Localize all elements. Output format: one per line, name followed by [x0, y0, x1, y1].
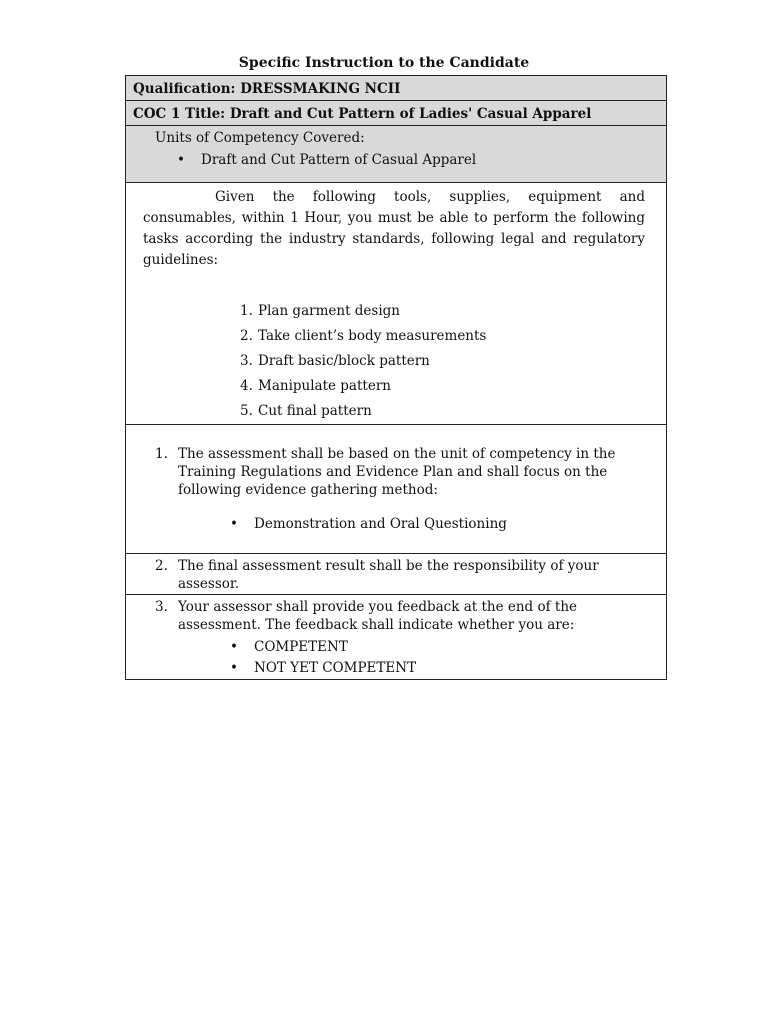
bullet-icon: • [230, 516, 238, 532]
assessment-item [126, 425, 666, 533]
item-number: 2. [155, 558, 168, 574]
units-label: Units of Competency Covered: [155, 130, 365, 146]
item-number: 1. [155, 446, 168, 462]
bullet-icon: • [230, 660, 238, 676]
tasks-row [126, 183, 667, 425]
assessment-row-2 [126, 554, 667, 595]
result-list-item: • NOT YET COMPETENT [230, 658, 652, 679]
task-list [126, 299, 666, 424]
intro-first-word: Given [215, 189, 255, 205]
task-item: 2. Take client’s body measurements [240, 328, 487, 344]
document-title: Specific Instruction to the Candidate [238, 55, 530, 71]
unit-text: Draft and Cut Pattern of Casual Apparel [201, 152, 477, 168]
task-item: 3. Draft basic/block pattern [240, 353, 430, 369]
task-item: 4. Manipulate pattern [240, 378, 391, 394]
bullet-icon: • [230, 639, 238, 655]
bullet-icon: • [177, 152, 185, 168]
result-list-item: • COMPETENT [230, 637, 652, 658]
result-list [155, 637, 652, 679]
assessment-row-3 [126, 595, 667, 680]
method-list-item: • Demonstration and Oral Questioning [230, 516, 507, 532]
assessment-item [126, 595, 666, 679]
item-text: The assessment shall be based on the unit of competency in the Training Regulations and Evidence Plan and shall focus on the following evidence gathering method: [178, 446, 616, 498]
intro-paragraph [126, 183, 666, 271]
intro-text: the following tools, supplies, equipment and consumables, within 1 Hour, you must be able to perform the following tasks according the industry standards, following legal and regulatory guidelines: [143, 189, 645, 268]
instruction-table [125, 75, 667, 680]
item-text: Your assessor shall provide you feedback at the end of the assessment. The feedback shall indicate whether you are: [178, 599, 578, 633]
assessment-row-1 [126, 425, 667, 554]
task-item: 5. Cut final pattern [240, 403, 372, 419]
item-text: The final assessment result shall be the responsibility of your assessor. [178, 558, 599, 592]
task-item: 1. Plan garment design [240, 303, 400, 319]
units-list-item [126, 146, 666, 168]
assessment-item [126, 554, 666, 593]
coc-title-row: COC 1 Title: Draft and Cut Pattern of Ladies' Casual Apparel [126, 101, 667, 126]
units-row [126, 126, 667, 183]
item-number: 3. [155, 599, 168, 615]
qualification-row: Qualification: DRESSMAKING NCII [126, 76, 667, 101]
